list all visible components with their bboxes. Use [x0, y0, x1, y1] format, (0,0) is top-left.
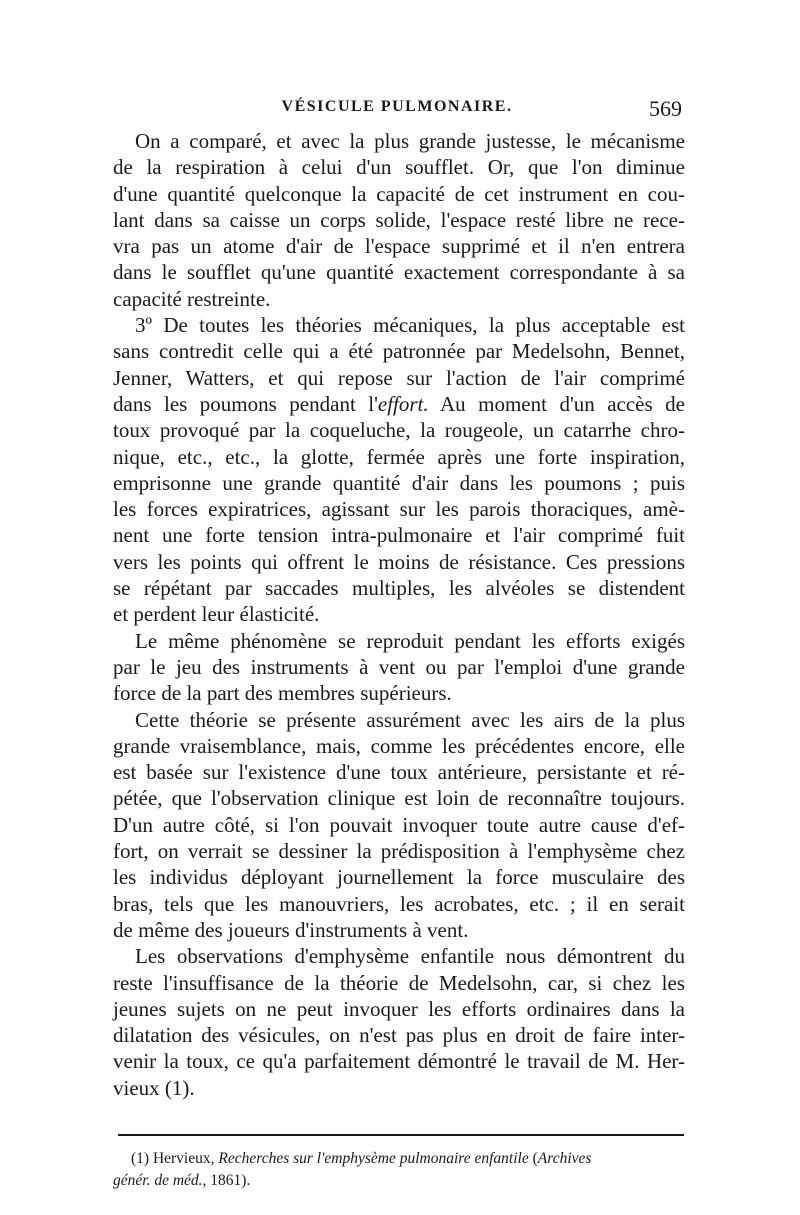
text-line: dilatation des vésicules, on n'est pas plus en droit de faire inter- — [113, 1023, 685, 1048]
text-line: de la respiration à celui d'un soufflet. Or, que l'on diminue — [113, 155, 685, 180]
text-line: D'un autre côté, si l'on pouvait invoquer toute autre cause d'ef- — [113, 812, 685, 837]
text-line: force de la part des membres supérieurs. — [113, 681, 452, 706]
text-fragment: dans les poumons pendant l' — [113, 391, 378, 416]
body-text — [113, 128, 685, 1101]
text-line: les forces expiratrices, agissant sur les parois thoraciques, amè- — [113, 497, 685, 522]
footnote-journal-abbrev: génér. de méd. — [113, 1172, 203, 1189]
footnote — [113, 1148, 685, 1192]
footnote-divider — [118, 1134, 684, 1136]
text-line: venir la toux, ce qu'a parfaitement démontré le travail de M. Her- — [113, 1049, 685, 1074]
text-line: bras, tels que les manouvriers, les acrobates, etc. ; il en serait — [113, 891, 685, 916]
running-title: VÉSICULE PULMONAIRE. — [281, 98, 513, 115]
text-line: de même des joueurs d'instruments à vent. — [113, 917, 469, 942]
footnote-line — [113, 1148, 685, 1170]
text-line: vers les points qui offrent le moins de résistance. Ces pressions — [113, 549, 685, 574]
footnote-marker: (1) Hervieux, — [131, 1150, 215, 1167]
text-line: et perdent leur élasticité. — [113, 602, 320, 627]
text-line-effort — [113, 391, 685, 417]
text-line: est basée sur l'existence d'une toux antérieure, persistante et ré- — [113, 760, 685, 785]
text-line: grande vraisemblance, mais, comme les précédentes encore, elle — [113, 733, 685, 758]
text-line: Jenner, Watters, et qui repose sur l'action de l'air comprimé — [113, 365, 685, 390]
text-line: se répétant par saccades multiples, les alvéoles se distendent — [113, 576, 685, 601]
page-header — [112, 96, 682, 124]
text-line: les individus déployant journellement la force musculaire des — [113, 865, 685, 890]
text-line: 3º De toutes les théories mécaniques, la plus acceptable est — [135, 313, 685, 338]
footnote-title: Recherches sur l'emphysème pulmonaire enfantile — [218, 1150, 529, 1167]
footnote-journal: Archives — [537, 1150, 592, 1167]
text-line: capacité restreinte. — [113, 286, 271, 311]
text-line: par le jeu des instruments à vent ou par l'emploi d'une grande — [113, 654, 685, 679]
text-line: fort, on verrait se dessiner la prédisposition à l'emphysème chez — [113, 839, 685, 864]
text-line: pétée, que l'observation clinique est loin de reconnaître toujours. — [113, 786, 685, 811]
italic-effort: effort. — [377, 391, 429, 416]
text-line: Cette théorie se présente assurément avec les airs de la plus — [135, 707, 685, 732]
text-fragment: Au moment d'un accès de — [428, 391, 685, 416]
text-line: sans contredit celle qui a été patronnée par Medelsohn, Bennet, — [113, 339, 685, 364]
text-line: Le même phénomène se reproduit pendant les efforts exigés — [135, 628, 685, 653]
text-line: nique, etc., etc., la glotte, fermée après une forte inspiration, — [113, 444, 685, 469]
text-line: toux provoqué par la coqueluche, la rougeole, un catarrhe chro- — [113, 418, 685, 443]
footnote-paren: ( — [528, 1150, 538, 1167]
text-line: lant dans sa caisse un corps solide, l'espace resté libre ne rece- — [113, 207, 685, 232]
text-line: dans le soufflet qu'une quantité exactement correspondante à sa — [113, 260, 685, 285]
text-line: vra pas un atome d'air de l'espace supprimé et il n'en entrera — [113, 234, 685, 259]
page-number: 569 — [649, 96, 682, 121]
text-line: emprisonne une grande quantité d'air dans les poumons ; puis — [113, 470, 685, 495]
text-line: vieux (1). — [113, 1075, 195, 1100]
text-line: nent une forte tension intra-pulmonaire et l'air comprimé fuit — [113, 523, 685, 548]
footnote-line — [113, 1170, 685, 1192]
text-line: jeunes sujets on ne peut invoquer les efforts ordinaires dans la — [113, 996, 685, 1021]
text-line: d'une quantité quelconque la capacité de cet instrument en cou- — [113, 181, 685, 206]
text-line: reste l'insuffisance de la théorie de Medelsohn, car, si chez les — [113, 970, 685, 995]
text-line: Les observations d'emphysème enfantile nous démontrent du — [135, 944, 685, 969]
text-line: On a comparé, et avec la plus grande justesse, le mécanisme — [135, 129, 685, 153]
footnote-year: , 1861). — [202, 1172, 251, 1189]
